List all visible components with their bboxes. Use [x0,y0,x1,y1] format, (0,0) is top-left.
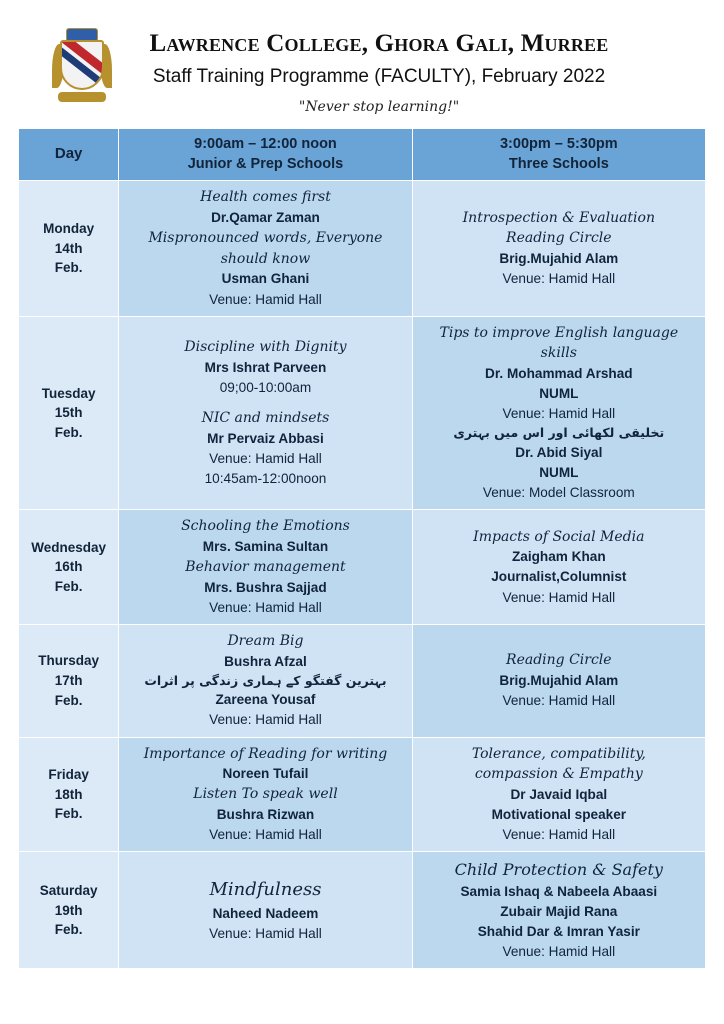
session-cell-morning [119,316,412,510]
session-line: Usman Ghani [221,271,310,287]
session-cell-afternoon [412,624,705,737]
session-line: Venue: Hamid Hall [209,599,322,615]
session-line: Health comes first [200,189,331,206]
session-line: Reading Circle [506,652,612,669]
day-month: Feb. [54,578,83,594]
session-cell-afternoon [412,852,705,969]
day-date: 19th [54,902,83,918]
session-line: Bushra Rizwan [216,807,315,823]
college-title: Lawrence College, Ghora Gali, Murree [149,30,609,57]
table-row [19,510,706,625]
day-date: 17th [54,672,83,688]
day-month: Feb. [54,260,83,276]
session-line: Venue: Model Classroom [482,485,635,501]
session-line: Mrs. Samina Sultan [202,538,329,554]
session-line: Discipline with Dignity [184,338,347,355]
session-cell-morning [119,624,412,737]
session-line: بہترین گفتگو کے ہماری زندگی پر اثرات [144,672,387,688]
session-line: Venue: Hamid Hall [502,406,616,422]
table-row [19,316,706,510]
session-cell-afternoon [412,316,705,510]
session-line: Mrs Ishrat Parveen [204,359,327,375]
session-line: Importance of Reading for writing [143,745,388,762]
session-line: Brig.Mujahid Alam [499,250,619,266]
document-header [18,22,706,128]
session-line: Shahid Dar & Imran Yasir [477,924,640,940]
day-cell [19,510,119,625]
session-line: Motivational speaker [491,807,627,823]
afternoon-time: 3:00pm – 5:30pm [499,136,618,152]
session-line: Noreen Tufail [222,766,309,782]
header-text-block [112,26,706,115]
session-line: Mrs. Bushra Sajjad [204,579,327,595]
session-line: Introspection & Evaluation [462,209,655,226]
session-line: NUML [539,386,579,402]
session-line: Venue: Hamid Hall [209,291,322,307]
day-month: Feb. [54,692,83,708]
schedule-body [19,181,706,969]
session-line: Impacts of Social Media [473,528,645,545]
session-line: Tolerance, compatibility, [471,745,646,762]
day-name: Thursday [38,653,100,669]
session-line [125,398,405,408]
session-line: Schooling the Emotions [181,518,350,535]
session-line: Dream Big [227,632,304,649]
session-line: Mindfulness [209,878,322,900]
day-month: Feb. [54,806,83,822]
day-cell [19,737,119,852]
session-line: Behavior management [185,559,346,576]
day-date: 16th [54,559,83,575]
session-line: Venue: Hamid Hall [209,450,322,466]
column-header-day: Day [19,129,119,181]
table-row [19,737,706,852]
session-line: Mr Pervaiz Abbasi [207,430,324,446]
session-line: Journalist,Columnist [491,569,627,585]
session-cell-afternoon [412,510,705,625]
session-line: compassion & Empathy [474,766,643,783]
session-line: NUML [539,464,579,480]
session-cell-afternoon [412,181,705,316]
session-line: Venue: Hamid Hall [502,271,616,287]
session-line: Venue: Hamid Hall [502,944,616,960]
session-line: Venue: Hamid Hall [209,712,322,728]
day-month: Feb. [54,922,83,938]
session-line: Venue: Hamid Hall [209,827,322,843]
session-line: skills [540,345,577,362]
session-line: Child Protection & Safety [454,860,663,880]
day-month: Feb. [54,424,83,440]
day-name: Friday [48,767,89,783]
session-line: Dr. Mohammad Arshad [485,366,633,382]
session-line: Naheed Nadeem [212,905,319,921]
session-cell-morning [119,510,412,625]
session-cell-morning [119,852,412,969]
day-cell [19,181,119,316]
crest-shield [60,40,104,90]
programme-title: Staff Training Programme (FACULTY), February 2022 [152,65,606,87]
day-name: Wednesday [31,539,107,555]
session-line: Dr.Qamar Zaman [211,209,320,225]
session-line: Zubair Majid Rana [500,904,618,920]
table-header-row [19,129,706,181]
session-line: Venue: Hamid Hall [502,589,616,605]
session-line: Zareena Yousaf [215,692,316,708]
column-header-afternoon [412,129,705,181]
column-header-morning [119,129,412,181]
morning-audience: Junior & Prep Schools [187,155,344,172]
day-cell [19,624,119,737]
session-line: Mispronounced words, Everyone [148,229,383,246]
session-line: Reading Circle [506,230,612,247]
afternoon-audience: Three Schools [508,155,609,172]
session-line: Brig.Mujahid Alam [499,672,619,688]
session-line: NIC and mindsets [201,409,330,426]
table-row [19,852,706,969]
day-name: Monday [43,221,95,237]
day-name: Saturday [39,882,98,898]
session-line: Listen To speak well [193,786,338,803]
day-cell [19,852,119,969]
session-line: Dr Javaid Iqbal [510,786,608,802]
day-name: Tuesday [41,385,96,401]
schedule-table [18,128,706,969]
session-line: Bushra Afzal [224,653,307,669]
session-line: Venue: Hamid Hall [502,693,616,709]
session-line: should know [220,250,311,267]
table-row [19,624,706,737]
college-crest-icon [52,28,112,100]
day-date: 18th [54,786,83,802]
session-line: Dr. Abid Siyal [515,444,603,460]
session-cell-morning [119,737,412,852]
session-line: 10:45am-12:00noon [204,470,327,486]
session-line: Tips to improve English language [439,324,679,341]
table-row [19,181,706,316]
session-line: تخلیقی لکھائی اور اس میں بہتری [453,425,665,441]
tagline: "Never stop learning!" [298,98,460,115]
day-cell [19,316,119,510]
session-line: Samia Ishaq & Nabeela Abaasi [460,883,658,899]
session-line: 09;00-10:00am [219,379,312,395]
day-date: 15th [54,405,83,421]
session-line: Zaigham Khan [511,549,606,565]
session-line: Venue: Hamid Hall [502,827,616,843]
session-cell-afternoon [412,737,705,852]
session-cell-morning [119,181,412,316]
crest-ribbon [58,92,106,102]
day-date: 14th [54,240,83,256]
session-line: Venue: Hamid Hall [209,925,322,941]
morning-time: 9:00am – 12:00 noon [194,136,337,152]
